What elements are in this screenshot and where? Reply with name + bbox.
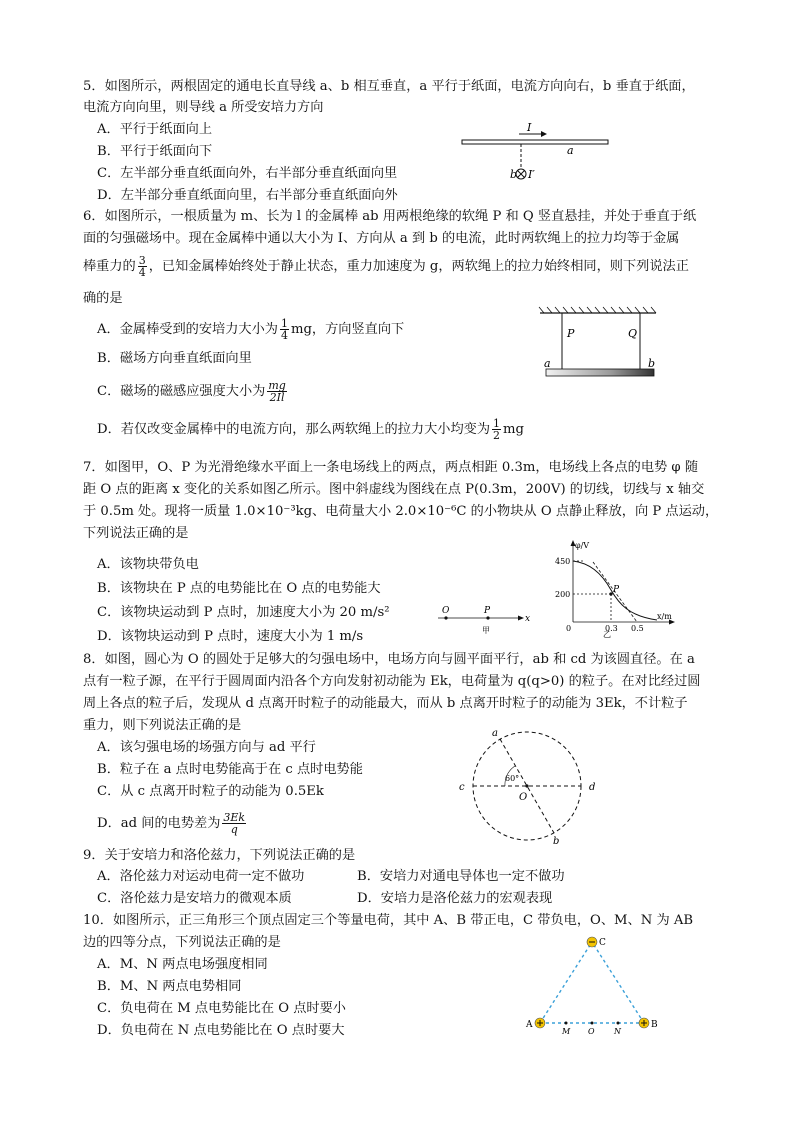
q10-label-B: B xyxy=(651,1020,658,1030)
q8-stem-line3: 周上各点的粒子后，发现从 d 点离开时粒子的动能最大，而从 b 点离开时粒子的动能为 3Ek，不计粒子 xyxy=(83,696,688,711)
q7-stem-line1: 7．如图甲，O、P 为光滑绝缘水平面上一条电场线上的两点，两点相距 0.3m，电场线上各点的电势 φ 随 xyxy=(83,460,699,475)
q5-label-a: a xyxy=(567,144,574,157)
q5-label-b: b xyxy=(510,168,518,181)
q5-wire-a xyxy=(462,140,608,144)
q6-label-b: b xyxy=(648,357,656,370)
q10-charge-b-positive-icon xyxy=(639,1018,649,1028)
q7-yi-tick-200: 200 xyxy=(555,590,571,599)
q10-charge-c-negative-icon xyxy=(587,937,597,947)
q6-option-c: C．磁场的磁感应强度大小为 $\frac{mg}{2Il}$ xyxy=(97,379,286,404)
q9-option-d: D．安培力是洛伦兹力的宏观表现 xyxy=(357,891,553,906)
q7-stem-line4: 下列说法正确的是 xyxy=(83,526,189,541)
q8-figure xyxy=(455,726,605,846)
q6-metal-rod xyxy=(546,369,654,376)
q6-stem-line1: 6．如图所示，一根质量为 m、长为 l 的金属棒 ab 用两根绝缘的软绳 P 和 Q 竖直悬挂，并处于垂直于纸 xyxy=(83,209,697,224)
q7-option-b: B．该物块在 P 点的电势能比在 O 点的电势能大 xyxy=(97,581,381,596)
q5-current-arrow xyxy=(519,131,547,137)
q10-stem-line1: 10．如图所示，正三角形三个顶点固定三个等量电荷，其中 A、B 带正电，C 带负电，O、M、N 为 AB xyxy=(83,913,694,928)
q7-jia-label-O: O xyxy=(442,606,450,616)
q5-label-Iprime: I′ xyxy=(528,168,535,181)
q6-option-b: B．磁场方向垂直纸面向里 xyxy=(97,351,252,366)
q5-option-b: B．平行于纸面向下 xyxy=(97,144,213,159)
q9-stem-line1: 9．关于安培力和洛伦兹力，下列说法正确的是 xyxy=(83,848,356,863)
q6-stem-line3: 棒重力的 $\frac{3}{4}$ ，已知金属棒始终处于静止状态，重力加速度为 g，两软绳上的拉力始终相同，则下列说法正 xyxy=(83,254,689,279)
q5-stem-line2: 电流方向向里，则导线 a 所受安培力方向 xyxy=(83,100,324,115)
q10-figure xyxy=(520,930,660,1036)
q8-option-b: B．粒子在 a 点时电势能高于在 c 点时电势能 xyxy=(97,762,363,777)
q7-figure-jia xyxy=(432,600,532,636)
q10-option-c: C．负电荷在 M 点电势能比在 O 点时要小 xyxy=(97,1001,346,1016)
q6-label-a: a xyxy=(544,357,551,370)
q10-label-N: N xyxy=(614,1027,621,1036)
q7-yi-xlabel: x/m xyxy=(657,612,672,621)
q7-jia-label-P: P xyxy=(484,606,491,616)
q8-label-a: a xyxy=(492,728,498,739)
q8-label-b: b xyxy=(553,836,560,847)
q8-label-d: d xyxy=(589,782,596,793)
q7-option-a: A．该物块带负电 xyxy=(97,557,199,572)
q6-stem-line4: 确的是 xyxy=(83,291,123,306)
q10-stem-line2: 边的四等分点，下列说法正确的是 xyxy=(83,935,281,950)
q7-figure-yi xyxy=(545,540,685,639)
q9-option-b: B．安培力对通电导体也一定不做功 xyxy=(357,869,565,884)
q5-option-d: D．左半部分垂直纸面向里，右半部分垂直纸面向外 xyxy=(97,188,398,203)
q10-triangle xyxy=(540,942,644,1023)
q9-option-a: A．洛伦兹力对运动电荷一定不做功 xyxy=(97,869,305,884)
q7-yi-caption: 乙 xyxy=(603,630,611,639)
q7-stem-line2: 距 O 点的距离 x 变化的关系如图乙所示。图中斜虚线为图线在点 P(0.3m，200V) 的切线，切线与 x 轴交 xyxy=(83,482,705,497)
q7-yi-tick-450: 450 xyxy=(555,557,571,566)
q6-stem-line2: 面的匀强磁场中。现在金属棒中通以大小为 I、方向从 a 到 b 的电流，此时两软绳上的拉力均等于金属 xyxy=(83,231,680,246)
q8-option-a: A．该匀强电场的场强方向与 ad 平行 xyxy=(97,740,316,755)
q5-label-I: I xyxy=(527,121,532,134)
q8-option-c: C．从 c 点离开时粒子的动能为 0.5Ek xyxy=(97,784,324,799)
q6-option-a: A．金属棒受到的安培力大小为 $\frac{1}{4}$ mg，方向竖直向下 xyxy=(97,317,405,342)
q7-jia-label-x: x xyxy=(525,614,531,624)
q10-option-b: B．M、N 两点电势相同 xyxy=(97,979,242,994)
q6-label-P: P xyxy=(567,327,575,340)
q8-stem-line4: 重力，则下列说法正确的是 xyxy=(83,718,242,733)
q8-option-d: D．ad 间的电势差为 $\frac{3Ek}{q}$ xyxy=(97,811,246,836)
q7-option-d: D．该物块运动到 P 点时，速度大小为 1 m/s xyxy=(97,629,364,644)
q10-option-a: A．M、N 两点电场强度相同 xyxy=(97,957,268,972)
q7-yi-ylabel: φ/V xyxy=(575,541,590,550)
q10-option-d: D．负电荷在 N 点电势能比在 O 点时要大 xyxy=(97,1023,345,1038)
q10-label-C: C xyxy=(599,938,606,948)
q10-label-M: M xyxy=(562,1027,571,1036)
q7-yi-label-P: P xyxy=(613,585,620,595)
q5-option-a: A．平行于纸面向上 xyxy=(97,122,213,137)
q10-label-O: O xyxy=(588,1027,595,1036)
q8-label-O: O xyxy=(519,792,528,803)
q5-figure xyxy=(455,118,615,190)
q8-stem-line2: 点有一粒子源，在平行于圆周面内沿各个方向发射初动能为 Ek，电荷量为 q(q>0) 的粒子。在对比经过圆 xyxy=(83,674,701,689)
q8-label-c: c xyxy=(459,782,465,793)
q7-yi-tick-03: 0.3 xyxy=(605,624,618,633)
q5-stem-line1: 5．如图所示，两根固定的通电长直导线 a、b 相互垂直，a 平行于纸面，电流方向向右，b 垂直于纸面， xyxy=(83,79,695,94)
q7-yi-tick-05: 0.5 xyxy=(631,624,644,633)
q6-ceiling xyxy=(539,307,656,313)
q6-option-d: D．若仅改变金属棒中的电流方向，那么两软绳上的拉力大小均变为 $\frac{1}{2}$ mg xyxy=(97,417,524,442)
q9-option-c: C．洛伦兹力是安培力的微观本质 xyxy=(97,891,292,906)
q7-jia-caption: 甲 xyxy=(482,626,490,635)
q7-option-c: C．该物块运动到 P 点时，加速度大小为 20 m/s² xyxy=(97,605,390,620)
q5-wire-b-into-page-icon xyxy=(516,169,526,179)
q10-charge-a-positive-icon xyxy=(535,1018,545,1028)
q5-option-c: C．左半部分垂直纸面向外，右半部分垂直纸面向里 xyxy=(97,166,398,181)
q7-stem-line3: 于 0.5m 处。现将一质量 1.0×10⁻³kg、电荷量大小 2.0×10⁻⁶C 的小物块从 O 点静止释放，向 P 点运动， xyxy=(83,504,719,519)
q6-label-Q: Q xyxy=(628,327,638,340)
q7-yi-origin: 0 xyxy=(566,624,572,633)
q8-label-angle: 60° xyxy=(505,774,520,783)
q10-label-A: A xyxy=(526,1020,533,1030)
q6-figure xyxy=(538,305,668,385)
q8-stem-line1: 8．如图，圆心为 O 的圆处于足够大的匀强电场中，电场方向与圆平面平行，ab 和 cd 为该圆直径。在 a xyxy=(83,652,695,667)
